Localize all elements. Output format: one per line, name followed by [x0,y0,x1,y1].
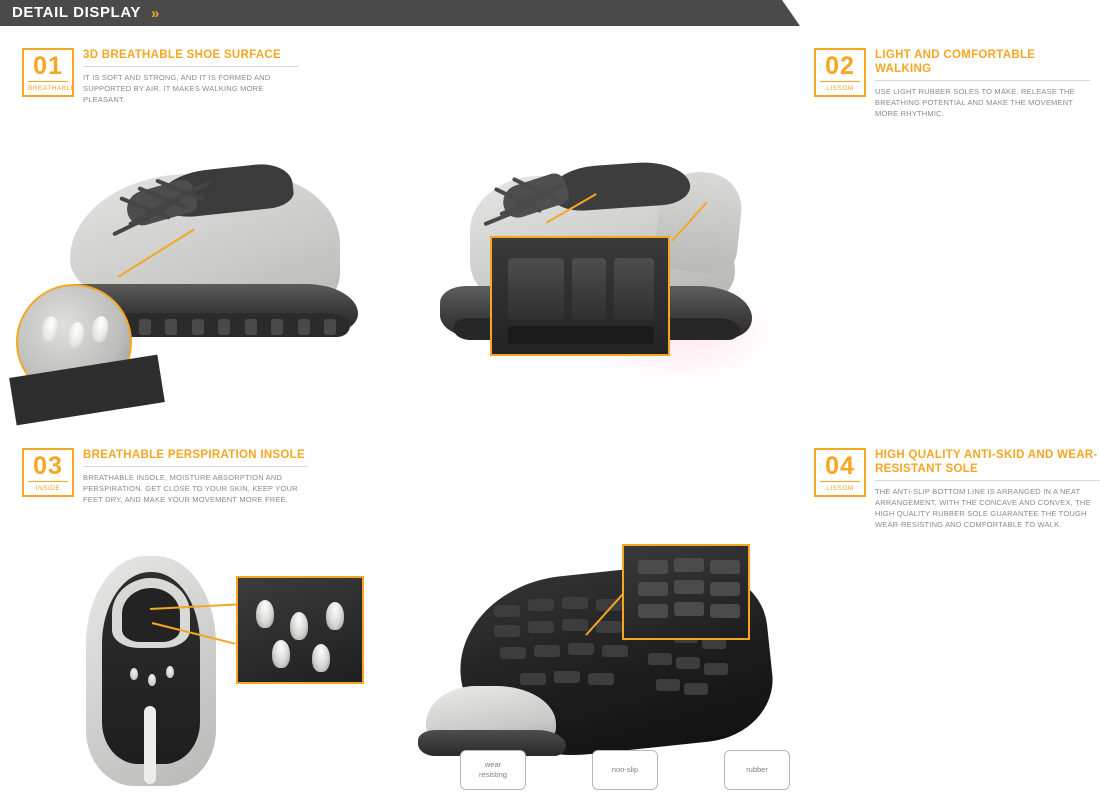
feature-title: HIGH QUALITY ANTI-SKID AND WEAR-RESISTANT SOLE [875,448,1100,481]
feature-number: 04 [825,452,855,480]
feature-panel-03 [0,426,400,800]
certification-badges [460,750,790,790]
feature-body: BREATHABLE INSOLE, MOISTURE ABSORPTION AND PERSPIRATION. GET CLOSE TO YOUR SKIN, KEEP YOUR FEET DRY, AND MAKE YOUR MOVEMENT MORE FREE. [83,473,298,504]
feature-number-badge-03 [22,448,74,497]
shoe-collar-top [112,578,190,648]
badge-line1: rubber [746,765,768,774]
rubber-sole-closeup [490,236,670,356]
tread-lug-closeup [622,544,750,640]
sneaker-top-view-image [86,556,216,786]
badge-line2: resisting [479,770,507,779]
insole-perforation-closeup [236,576,364,684]
perforation-dot [166,666,174,678]
feature-panel-01 [0,26,400,426]
feature-tag: LISSOM [820,81,860,93]
double-chevron-right-icon: » [150,4,158,22]
feature-panel-02 [400,26,1075,426]
perforation-dot [148,674,156,686]
feature-caption-01 [22,48,298,105]
header-bar [0,0,800,26]
breathable-mesh-closeup [16,284,132,400]
shoe-laces [106,190,251,260]
badge-non-slip [592,750,658,790]
feature-number-badge-04 [814,448,866,497]
feature-tag: BREATHABLE [28,81,68,93]
feature-body: IT IS SOFT AND STRONG, AND IT IS FORMED AND SUPPORTED BY AIR. IT MAKES WALKING MORE PLEASANT. [83,73,271,104]
badge-line1: non-slip [611,765,639,774]
feature-body: USE LIGHT RUBBER SOLES TO MAKE, RELEASE THE BREATHING POTENTIAL AND MAKE THE MOVEMENT MORE RHYTHMIC. [875,87,1075,118]
feature-body: THE ANTI-SLIP BOTTOM LINE IS ARRANGED IN A NEAT ARRANGEMENT, WITH THE CONCAVE AND CONVEX, THE HIGH QUALITY RUBBER SOLE GUARANTEE THE TOUGH WEAR-RESISTING AND COMFORTABLE TO WALK. [875,487,1091,529]
feature-number-badge-01 [22,48,74,97]
badge-wear-resisting [460,750,526,790]
feature-number: 02 [825,52,855,80]
page-title: DETAIL DISPLAY [12,4,141,21]
feature-caption-04 [814,448,1100,530]
feature-number-badge-02 [814,48,866,97]
perforation-dot [130,668,138,680]
feature-tag: INSIDE [28,481,68,493]
feature-caption-02 [814,48,1090,119]
feature-title: 3D BREATHABLE SHOE SURFACE [83,48,298,67]
feature-caption-03 [22,448,308,505]
feature-number: 03 [33,452,63,480]
feature-title: BREATHABLE PERSPIRATION INSOLE [83,448,308,467]
feature-tag: LISSOM [820,481,860,493]
feature-number: 01 [33,52,63,80]
shoe-midline-strip [144,706,156,784]
badge-line1: wear [484,760,502,769]
feature-grid [0,26,1098,800]
mesh-detail [42,316,112,352]
feature-title: LIGHT AND COMFORTABLE WALKING [875,48,1090,81]
badge-rubber [724,750,790,790]
feature-panel-04 [400,426,1098,800]
